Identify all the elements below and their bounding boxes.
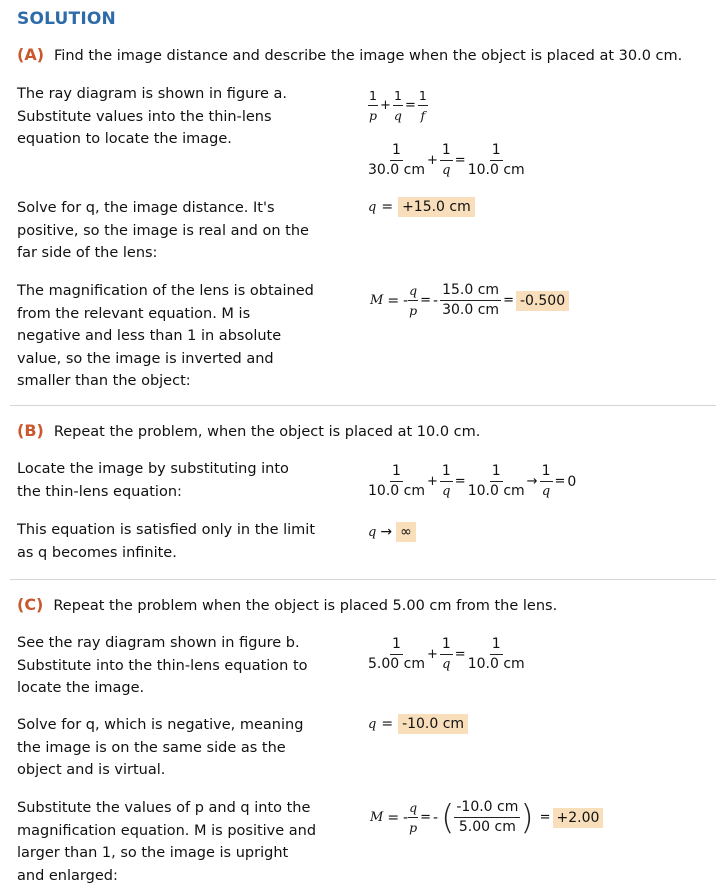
part-a-title: Find the image distance and describe the image when the object is placed at 30.0 cm. <box>54 48 683 64</box>
step-text: Solve for q, the image distance. It's positive, so the image is real and on the far side of the lens: <box>17 200 309 261</box>
step-text: Substitute the values of p and q into the magnification equation. M is positive and larger than 1, so the image is upright and enlarged: <box>17 800 317 884</box>
part-a-magnification-equation: M = - $\frac{q}{p}$ = - $\frac{15.0 cm}{30.0 cm}$ = -0.500 <box>370 283 569 318</box>
solution-heading: SOLUTION <box>17 9 116 29</box>
part-c-step-2-text <box>17 714 317 782</box>
highlighted-answer: +15.0 cm <box>398 197 475 217</box>
part-b-step-1-text <box>17 458 317 503</box>
part-a-letter: (A) <box>17 45 45 64</box>
step-text: Solve for q, which is negative, meaning the image is on the same side as the object and is virtual. <box>17 717 304 778</box>
part-c-q-result: q = -10.0 cm <box>368 714 468 734</box>
highlighted-answer: -10.0 cm <box>398 714 468 734</box>
step-text: The magnification of the lens is obtained from the relevant equation. M is negative and less than 1 in absolute value, so the image is inverted and smaller than the object: <box>17 283 314 389</box>
part-c-step-3-text <box>17 797 317 887</box>
step-text: See the ray diagram shown in figure b. Substitute into the thin-lens equation to locate the image. <box>17 635 308 696</box>
part-c-letter: (C) <box>17 595 44 614</box>
part-a-q-result: q = +15.0 cm <box>368 197 475 217</box>
part-c-magnification-equation: M = - $\frac{q}{p}$ = - ( $\frac{-10.0 cm}{5.00 cm}$ ) = +2.00 <box>370 800 603 835</box>
part-a-step-1-text <box>17 83 317 151</box>
part-a-substituted-equation: $\frac{1}{30.0 cm}$ + $\frac{1}{q}$ = $\frac{1}{10.0 cm}$ <box>368 142 525 178</box>
part-a-step-2-text <box>17 197 317 265</box>
part-b-substituted-equation: $\frac{1}{10.0 cm}$ + $\frac{1}{q}$ = $\frac{1}{10.0 cm}$ → $\frac{1}{q}$ = 0 <box>368 463 577 499</box>
part-c-substituted-equation: $\frac{1}{5.00 cm}$ + $\frac{1}{q}$ = $\frac{1}{10.0 cm}$ <box>368 636 525 672</box>
highlighted-answer: +2.00 <box>553 808 604 828</box>
part-b-q-result: q → ∞ <box>368 522 416 542</box>
step-text: This equation is satisfied only in the limit as q becomes infinite. <box>17 522 316 561</box>
highlighted-answer: -0.500 <box>516 291 569 311</box>
part-b-title: Repeat the problem, when the object is placed at 10.0 cm. <box>53 424 481 440</box>
step-text: Locate the image by substituting into the thin-lens equation: <box>17 461 289 500</box>
thin-lens-general-equation: $\frac{1}{p}$ + $\frac{1}{q}$ = $\frac{1}{f}$ <box>369 88 427 123</box>
highlighted-answer: ∞ <box>396 522 416 542</box>
part-c-title: Repeat the problem when the object is placed 5.00 cm from the lens. <box>53 598 558 614</box>
part-b-header <box>17 421 480 440</box>
part-c-header <box>17 595 557 614</box>
section-divider <box>10 579 716 580</box>
part-a-step-3-text <box>17 280 317 393</box>
part-a-header <box>17 45 682 64</box>
section-divider <box>10 405 716 406</box>
part-b-step-2-text <box>17 519 317 564</box>
part-b-letter: (B) <box>17 421 44 440</box>
part-c-step-1-text <box>17 632 317 700</box>
step-text: The ray diagram is shown in figure a. Substitute values into the thin-lens equation to locate the image. <box>17 86 288 147</box>
